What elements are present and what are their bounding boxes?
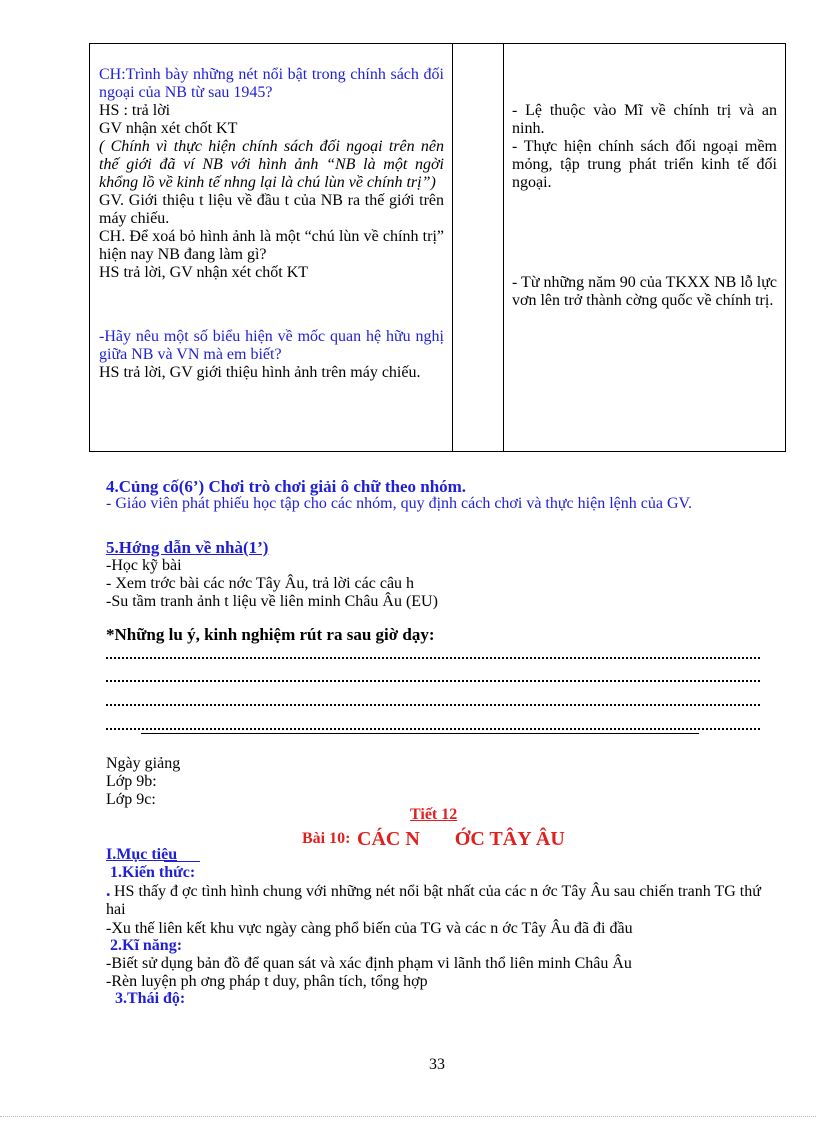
lesson-table xyxy=(89,43,786,452)
notes-heading: *Những lu ý, kinh nghiệm rút ra sau giờ dạy: xyxy=(106,625,435,644)
notes-dotted-line xyxy=(106,680,760,682)
section4-heading: 4.Củng cố(6’) Chơi trò chơi giải ô chữ theo nhóm. xyxy=(106,477,467,496)
student-answer-line: HS : trả lời xyxy=(99,102,171,119)
class-9b-label: Lớp 9b: xyxy=(106,773,157,790)
objectives-heading: I.Mục tiêu xyxy=(106,846,178,863)
content-dependence: - Lệ thuộc vào Mĩ về chính trị và an ninh. xyxy=(512,102,777,137)
spacer-column xyxy=(453,44,504,452)
date-label: Ngày giảng xyxy=(106,755,181,772)
content-soft-policy: - Thực hiện chính sách đối ngoại mềm mỏng, tập trung phát triển kinh tế đối ngoại. xyxy=(512,138,777,191)
content-political-power: - Từ những năm 90 của TKXX NB lỗ lực vơn lên trở thành cờng quốc về chính trị. xyxy=(512,274,777,309)
question-vietnam-relations: -Hãy nêu một số biểu hiện về mốc quan hệ hữu nghị giữa NB và VN mà em biết? xyxy=(99,328,444,363)
objectives-underline xyxy=(164,861,200,862)
lesson-title: CÁC N ỚC TÂY ÂU xyxy=(357,828,565,850)
page-edge-line xyxy=(0,1116,816,1117)
knowledge-heading: 1.Kiến thức: xyxy=(110,864,196,881)
skill-point-2: -Rèn luyện ph ơng pháp t duy, phân tích, tổng hợp xyxy=(106,973,428,990)
page-number: 33 xyxy=(429,1056,445,1073)
teacher-student-activity-cell xyxy=(90,44,453,452)
homework-item: -Học kỹ bài xyxy=(106,557,182,574)
class-9c-label: Lớp 9c: xyxy=(106,791,156,808)
section4-text: - Giáo viên phát phiếu học tập cho các nhóm, quy định cách chơi và thực hiện lệnh của GV. xyxy=(106,495,692,512)
question-political-role: CH. Để xoá bỏ hình ảnh là một “chú lùn về chính trị” hiện nay NB đang làm gì? xyxy=(99,228,444,263)
explanation-note: ( Chính vì thực hiện chính sách đối ngoại trên nên thế giới đã ví NB với hình ảnh “NB là một ngời khổng lồ về kinh tế nhng lại là chú lùn về chính trị”) xyxy=(99,138,444,191)
knowledge-point-1: HS thấy đ ợc tình hình chung với những nét nổi bật nhất của các n ớc Tây Âu sau chiến tranh TG thứ hai xyxy=(106,883,761,918)
knowledge-point-2: -Xu thế liên kết khu vực ngày càng phổ biến của TG và các n ớc Tây Âu đã đi đầu xyxy=(106,920,633,937)
knowledge-content-cell xyxy=(504,44,786,452)
student-answer-images: HS trả lời, GV giới thiệu hình ảnh trên máy chiếu. xyxy=(99,364,421,381)
notes-underline xyxy=(141,733,699,734)
notes-dotted-line xyxy=(106,728,760,730)
section5-heading: 5.Hớng dẫn về nhà(1’) xyxy=(106,538,269,557)
homework-item: -Su tầm tranh ảnh t liệu về liên minh Châu Âu (EU) xyxy=(106,593,438,610)
homework-item: - Xem trớc bài các nớc Tây Âu, trả lời các câu h xyxy=(106,575,415,592)
notes-dotted-line xyxy=(106,657,760,659)
student-answer-conclusion: HS trả lời, GV nhận xét chốt KT xyxy=(99,264,309,281)
teacher-conclusion-line: GV nhận xét chốt KT xyxy=(99,120,238,137)
skills-heading: 2.Kĩ năng: xyxy=(110,937,183,954)
period-label: Tiết 12 xyxy=(410,806,458,823)
teacher-intro-investment: GV. Giới thiệu t liệu về đầu t của NB ra thế giới trên máy chiếu. xyxy=(99,192,444,227)
notes-dotted-line xyxy=(106,704,760,706)
lesson-number: Bài 10: xyxy=(302,830,351,847)
skill-point-1: -Biết sử dụng bản đồ để quan sát và xác định phạm vi lãnh thổ liên minh Châu Âu xyxy=(106,955,632,972)
question-foreign-policy: CH:Trình bày những nét nổi bật trong chính sách đối ngoại của NB từ sau 1945? xyxy=(99,66,444,101)
attitude-heading: 3.Thái độ: xyxy=(115,990,186,1007)
knowledge-bullet: . xyxy=(106,880,111,900)
